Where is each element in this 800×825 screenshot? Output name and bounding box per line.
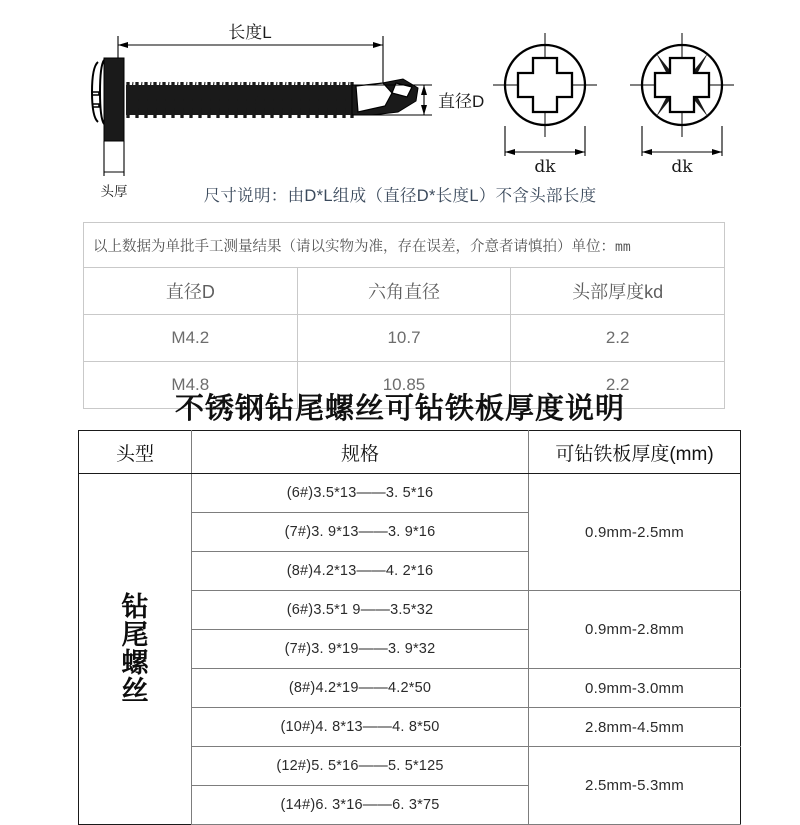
drill-thickness-cell: 2.5mm-5.3mm xyxy=(529,747,741,825)
pozidriv-dk-label: dk xyxy=(671,157,693,177)
drill-spec-cell: (10#)4. 8*13——4. 8*50 xyxy=(192,708,529,747)
measurement-note-unit: mm xyxy=(615,239,631,255)
length-label: 长度L xyxy=(228,23,272,42)
table-row xyxy=(84,315,725,362)
screw-head-inner xyxy=(100,60,104,124)
drill-header-spec: 规格 xyxy=(192,431,529,474)
table-row xyxy=(79,474,741,513)
head-thickness-label: 头厚 xyxy=(100,184,128,199)
drill-spec-cell: (7#)3. 9*19——3. 9*32 xyxy=(192,630,529,669)
pozidriv-head-view xyxy=(630,33,734,156)
drill-thickness-table xyxy=(78,430,741,825)
measurement-header-hex-diameter: 六角直径 xyxy=(297,268,511,315)
drill-spec-cell: (7#)3. 9*13——3. 9*16 xyxy=(192,513,529,552)
diameter-arrow-top xyxy=(421,85,427,95)
drill-header-head-type: 头型 xyxy=(79,431,192,474)
measurement-header-head-thickness: 头部厚度kd xyxy=(511,268,725,315)
length-arrow-left xyxy=(118,42,128,48)
head-type-char-1: 钻 xyxy=(121,591,149,622)
drill-spec-cell: (14#)6. 3*16——6. 3*75 xyxy=(192,786,529,825)
screw-drill-point xyxy=(352,79,418,115)
drill-thickness-cell: 0.9mm-2.5mm xyxy=(529,474,741,591)
drill-spec-cell: (12#)5. 5*16——5. 5*125 xyxy=(192,747,529,786)
measurement-header-row xyxy=(84,268,725,315)
screw-head-flange xyxy=(104,58,124,141)
drill-thickness-cell: 0.9mm-2.8mm xyxy=(529,591,741,669)
measurement-cell-thickness: 2.2 xyxy=(511,362,725,409)
diameter-label: 直径D xyxy=(438,92,485,111)
phillips-head-view xyxy=(493,33,597,156)
measurement-table xyxy=(83,222,725,409)
screw-drive-slot-upper xyxy=(92,92,99,95)
head-type-char-4: 丝 xyxy=(121,676,149,707)
drill-thickness-cell: 2.8mm-4.5mm xyxy=(529,708,741,747)
measurement-note-cell xyxy=(84,223,725,268)
measurement-note-text: 以上数据为单批手工测量结果（请以实物为准，存在误差，介意者请慎拍）单位： xyxy=(93,238,615,255)
drill-thickness-cell: 0.9mm-3.0mm xyxy=(529,669,741,708)
phillips-cross-recess xyxy=(518,58,572,112)
drill-spec-cell: (8#)4.2*19——4.2*50 xyxy=(192,669,529,708)
measurement-cell-hex: 10.7 xyxy=(297,315,511,362)
measurement-cell-diameter: M4.2 xyxy=(84,315,298,362)
drill-head-type-cell xyxy=(79,474,192,825)
page-title: 不锈钢钻尾螺丝可钻铁板厚度说明 xyxy=(174,393,625,425)
measurement-cell-thickness: 2.2 xyxy=(511,315,725,362)
head-type-char-3: 螺 xyxy=(121,648,149,678)
head-type-vertical-label xyxy=(122,593,149,705)
measurement-header-diameter: 直径D xyxy=(84,268,298,315)
diameter-arrow-bottom xyxy=(421,105,427,115)
drill-header-thickness: 可钻铁板厚度(mm) xyxy=(529,431,741,474)
phillips-dk-label: dk xyxy=(534,157,556,177)
head-type-char-2: 尾 xyxy=(121,619,149,650)
measurement-note-row xyxy=(84,223,725,268)
drill-spec-cell: (8#)4.2*13——4. 2*16 xyxy=(192,552,529,591)
measurement-cell-hex: 10.85 xyxy=(297,362,511,409)
dimension-note: 尺寸说明：由D*L组成（直径D*长度L）不含头部长度 xyxy=(203,187,597,205)
drill-spec-cell: (6#)3.5*1 9——3.5*32 xyxy=(192,591,529,630)
length-arrow-right xyxy=(373,42,383,48)
drill-header-row xyxy=(79,431,741,474)
screw-thread-body xyxy=(126,82,352,118)
measurement-cell-diameter: M4.8 xyxy=(84,362,298,409)
drill-spec-cell: (6#)3.5*13——3. 5*16 xyxy=(192,474,529,513)
